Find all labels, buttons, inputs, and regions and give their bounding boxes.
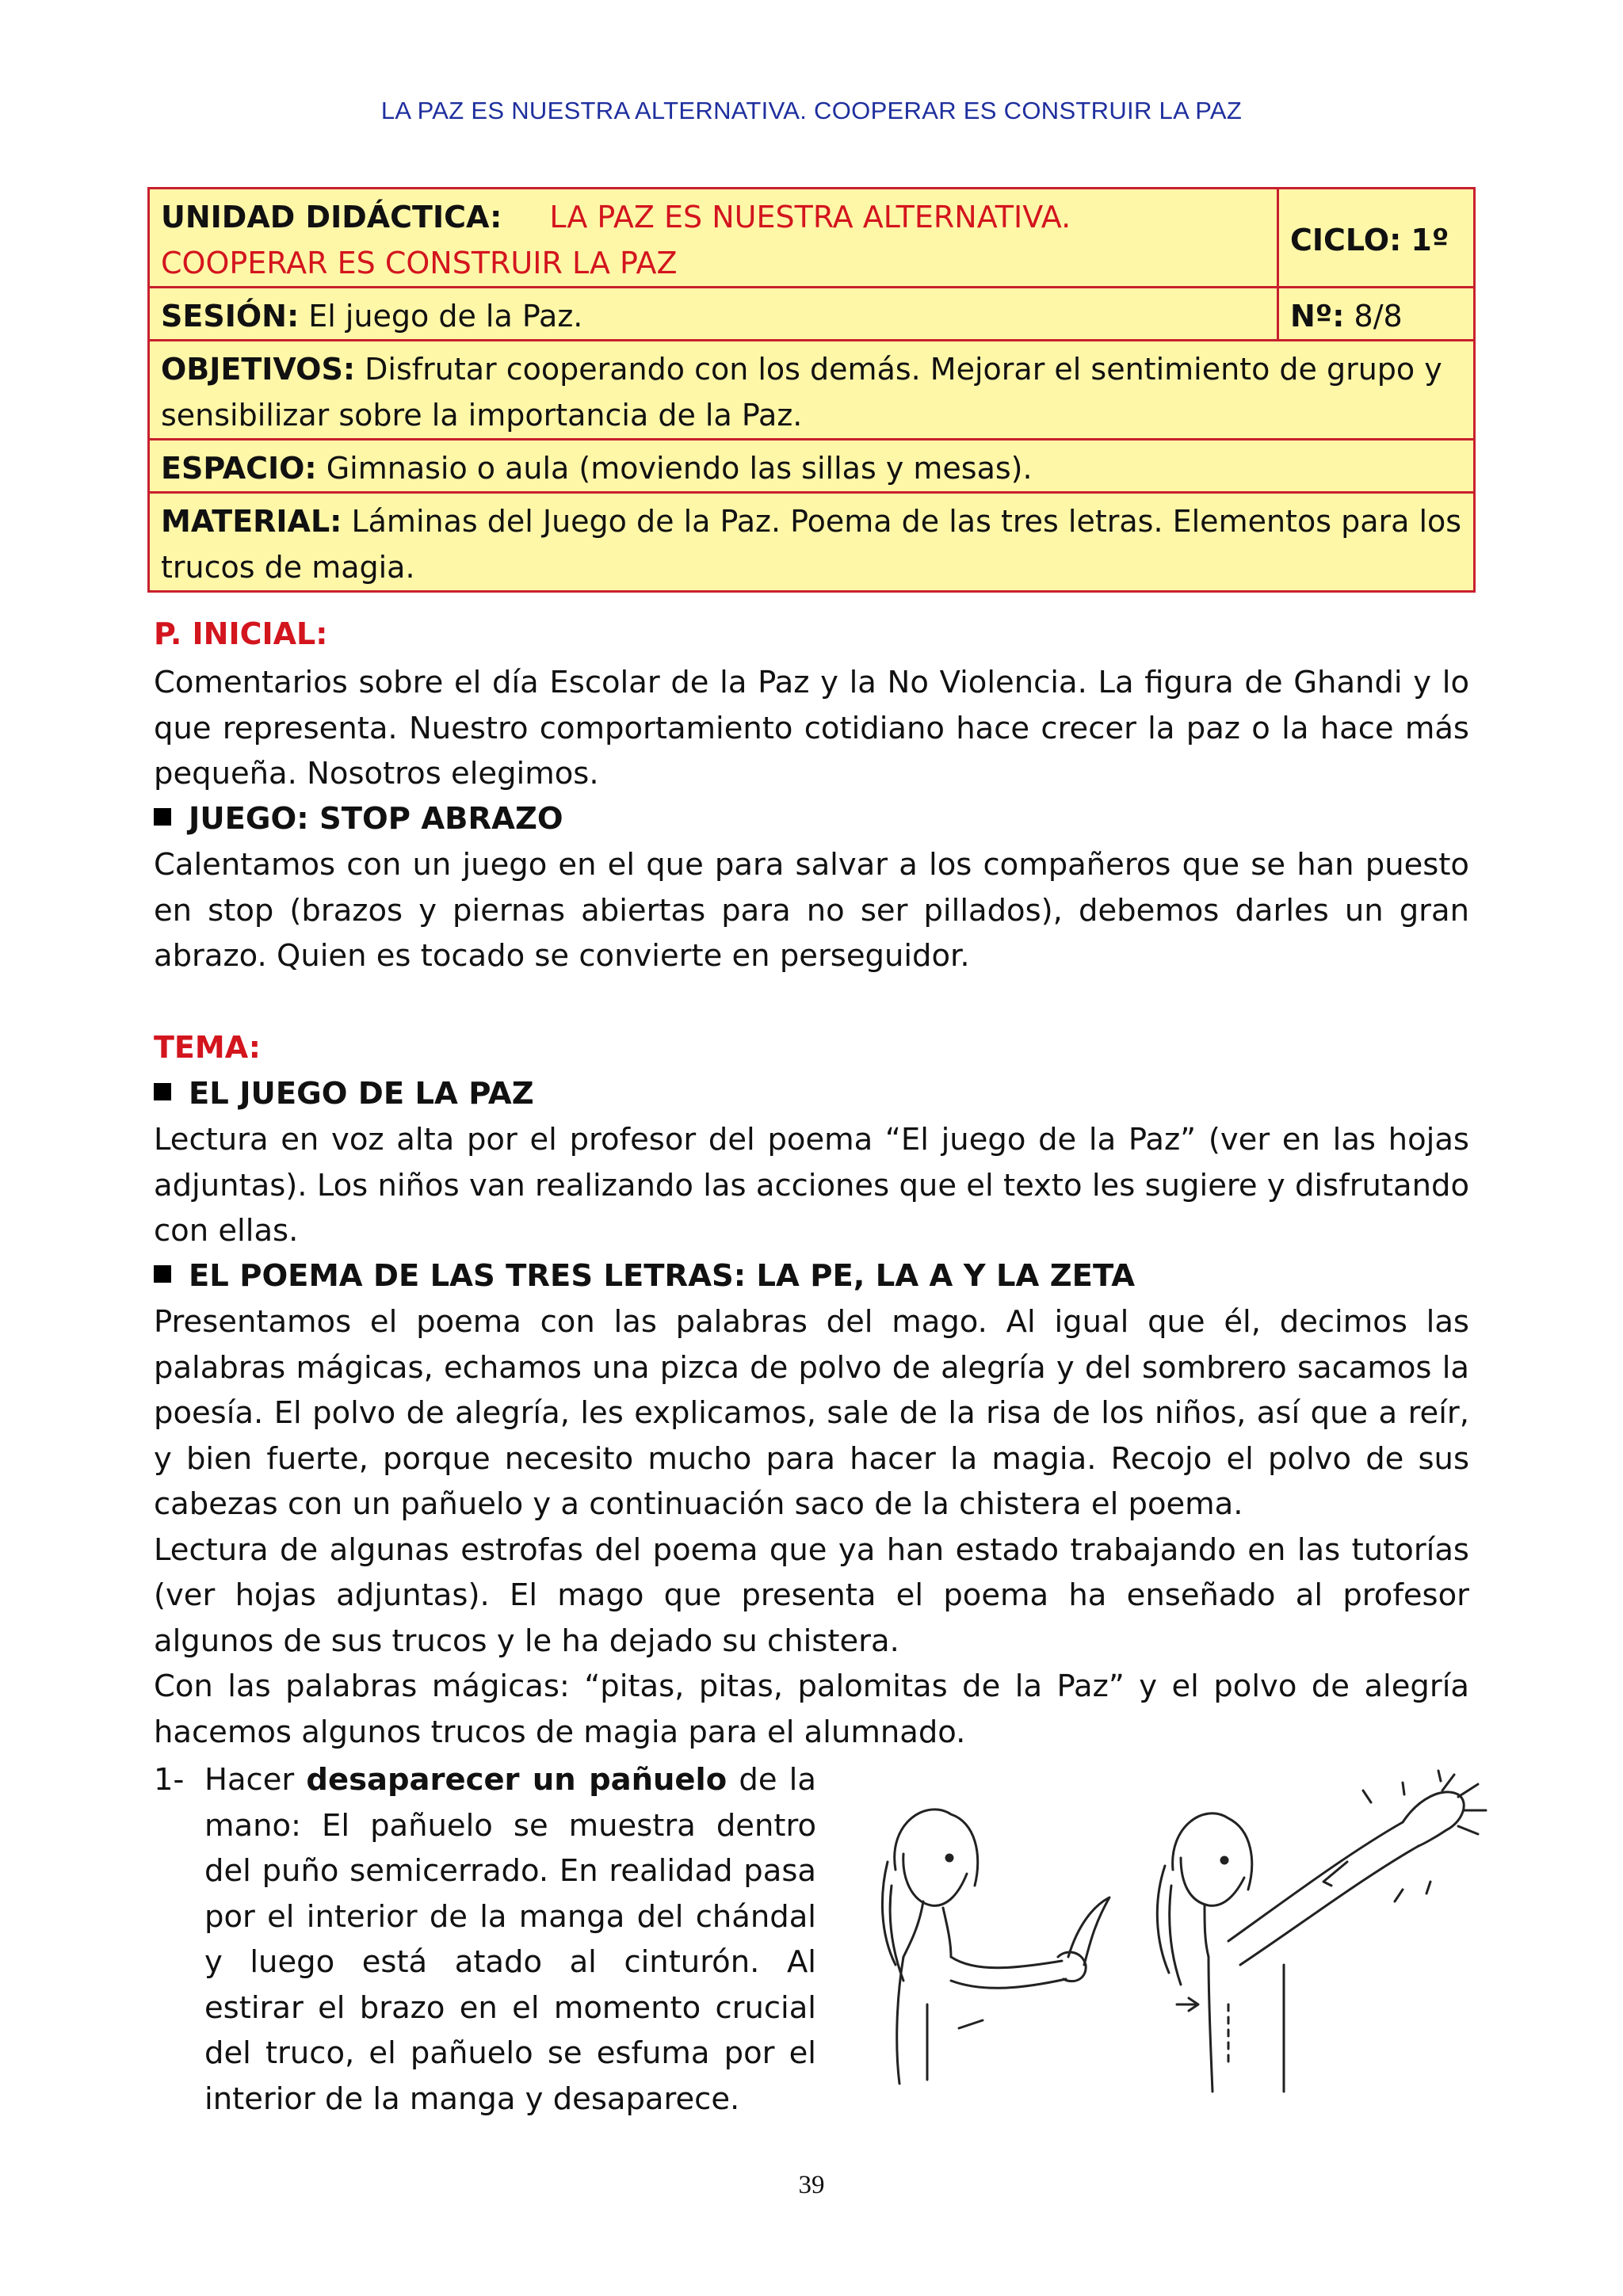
numero-value: 8/8 xyxy=(1354,299,1403,334)
ciclo-value: 1º xyxy=(1411,223,1449,257)
trick-item-1-text xyxy=(204,1757,816,2122)
item-number: 1- xyxy=(154,1762,185,1798)
figure-two-drawing xyxy=(1157,1771,1486,2092)
material-value: Láminas del Juego de la Paz. Poema de las tres letras. Elementos para los trucos de magia. xyxy=(161,504,1462,585)
ciclo-label: CICLO: xyxy=(1290,223,1402,257)
poema-text-1: Presentamos el poema con las palabras del mago. Al igual que él, decimos las palabras mágicas, echamos una pizca de polvo de alegría y del sombrero sacamos la poesía. El polvo de alegría, les explicamos, sale de la risa de los niños, así que a reír, y bien fuerte, porque necesito mucho para hacer la magia. Recojo el polvo de sus cabezas con un pañuelo y a continuación saco de la chistera el poema. xyxy=(154,1304,1469,1522)
trick-item-1-bold: desaparecer un pañuelo xyxy=(306,1762,727,1798)
espacio-label: ESPACIO: xyxy=(161,451,317,486)
objetivos-label: OBJETIVOS: xyxy=(161,352,356,387)
objetivos-value: Disfrutar cooperando con los demás. Mejorar el sentimiento de grupo y sensibilizar sobre la importancia de la Paz. xyxy=(161,352,1442,433)
stop-abrazo-heading xyxy=(154,796,563,842)
figure-one-drawing xyxy=(882,1810,1109,2084)
bullet-square-icon xyxy=(154,808,171,826)
stop-abrazo-title: JUEGO: STOP ABRAZO xyxy=(189,801,563,837)
material-row xyxy=(150,491,1473,590)
numero-label: Nº: xyxy=(1290,299,1345,334)
bullet-square-icon xyxy=(154,1265,171,1283)
numero-cell xyxy=(1277,288,1473,339)
juego-paz-heading xyxy=(154,1071,534,1117)
running-header: LA PAZ ES NUESTRA ALTERNATIVA. COOPERAR ES CONSTRUIR LA PAZ xyxy=(380,97,1243,124)
inicial-paragraph: Comentarios sobre el día Escolar de la Paz y la No Violencia. La figura de Ghandi y lo que representa. Nuestro comportamiento cotidiano hace crecer la paz o la hace más pequeña. Nosotros elegimos. xyxy=(154,665,1469,791)
unidad-value-line2: COOPERAR ES CONSTRUIR LA PAZ xyxy=(161,246,678,280)
poema-title: EL POEMA DE LAS TRES LETRAS: LA PE, LA A Y LA ZETA xyxy=(189,1258,1136,1294)
juego-paz-text: Lectura en voz alta por el profesor del poema “El juego de la Paz” (ver en las hojas adjuntas). Los niños van realizando las acciones que el texto les sugiere y disfrutando con ellas. xyxy=(154,1122,1469,1249)
espacio-row xyxy=(150,438,1473,491)
trick-item-1-post: de la mano: El pañuelo se muestra dentro del puño semicerrado. En realidad pasa por el interior de la manga del chándal y luego está atado al cinturón. Al estirar el brazo en el momento crucial del truco, el pañuelo se esfuma por el interior de la manga y desaparece. xyxy=(204,1762,816,2117)
unidad-row xyxy=(150,189,1473,286)
espacio-cell xyxy=(150,441,1473,491)
page-number: 39 xyxy=(798,2171,825,2199)
sesion-value: El juego de la Paz. xyxy=(308,299,583,334)
unidad-label: UNIDAD DIDÁCTICA: xyxy=(161,200,502,235)
sesion-row xyxy=(150,286,1473,339)
bullet-square-icon xyxy=(154,1083,171,1100)
objetivos-row xyxy=(150,339,1473,438)
session-info-table xyxy=(147,187,1476,593)
stop-abrazo-text: Calentamos con un juego en el que para salvar a los compañeros que se han puesto en stop (brazos y piernas abiertas para no ser pillados), debemos darles un gran abrazo. Quien es tocado se convierte en perseguidor. xyxy=(154,847,1469,974)
unidad-value-line1: LA PAZ ES NUESTRA ALTERNATIVA. xyxy=(549,200,1071,235)
sesion-cell xyxy=(150,288,1277,339)
ciclo-cell xyxy=(1277,189,1473,286)
trick-item-1-pre: Hacer xyxy=(204,1762,295,1798)
unidad-cell xyxy=(150,189,1277,286)
tema-heading: TEMA: xyxy=(154,1030,262,1065)
trick-item-1 xyxy=(154,1757,816,2122)
juego-paz-title: EL JUEGO DE LA PAZ xyxy=(189,1076,534,1112)
material-cell xyxy=(150,494,1473,590)
sesion-label: SESIÓN: xyxy=(161,299,300,334)
objetivos-cell xyxy=(150,341,1473,438)
material-label: MATERIAL: xyxy=(161,504,342,539)
poema-heading xyxy=(154,1253,1135,1299)
espacio-value: Gimnasio o aula (moviendo las sillas y mesas). xyxy=(326,451,1033,486)
poema-text-2: Lectura de algunas estrofas del poema que ya han estado trabajando en las tutorías (ver hojas adjuntas). El mago que presenta el poema ha enseñado al profesor algunos de sus trucos y le ha dejado su chistera. xyxy=(154,1531,1469,1659)
poema-text-3: Con las palabras mágicas: “pitas, pitas, palomitas de la Paz” y el polvo de alegría hacemos algunos trucos de magia para el alumnado. xyxy=(154,1669,1469,1750)
handkerchief-trick-illustration xyxy=(856,1767,1490,2100)
poema-paragraph xyxy=(154,1299,1469,1755)
inicial-heading: P. INICIAL: xyxy=(154,616,328,651)
